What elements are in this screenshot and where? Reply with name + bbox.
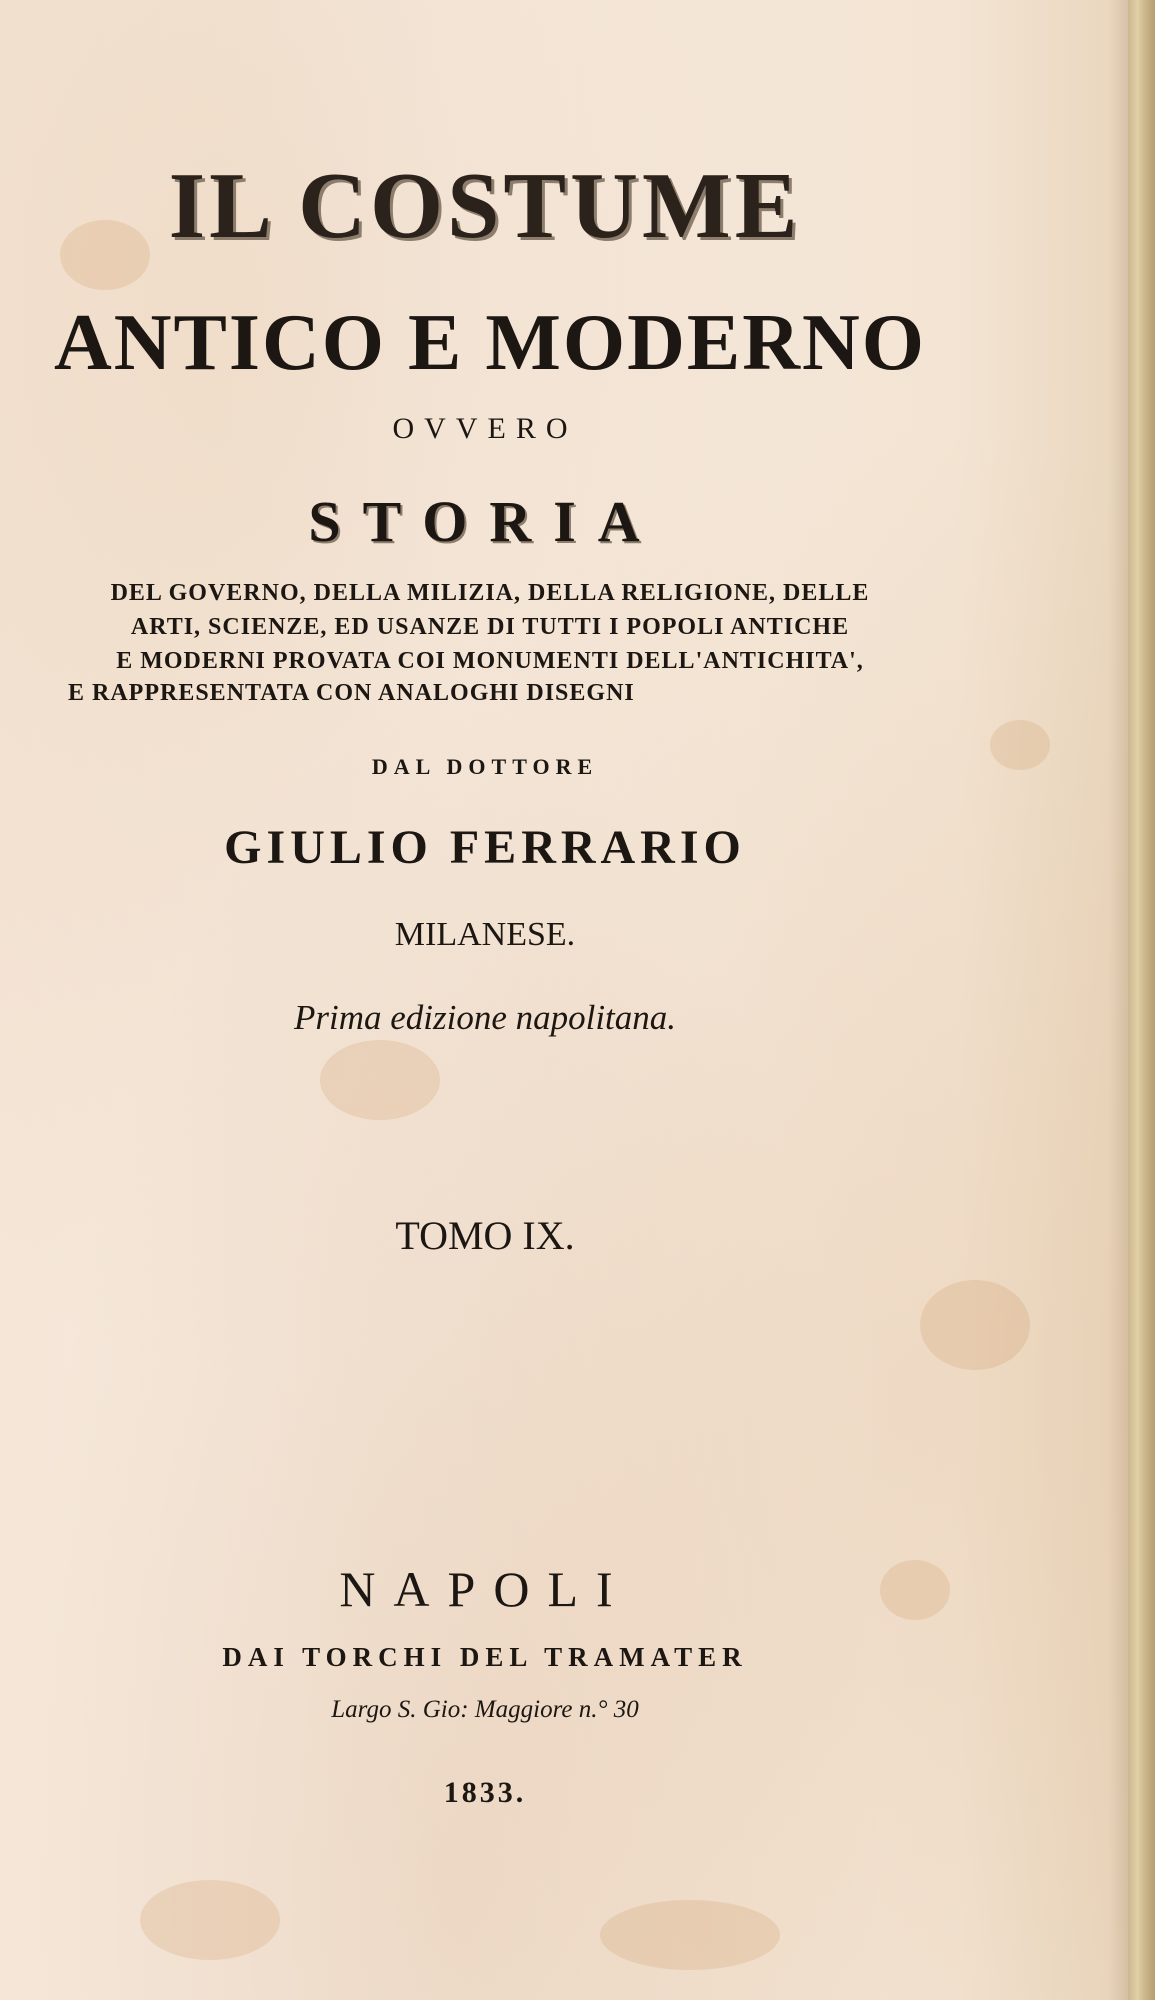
book-spine [1128,0,1155,2000]
volume-number: TOMO IX. [395,1213,575,1258]
edition-note: Prima edizione napolitana. [293,998,677,1037]
description-line: DEL GOVERNO, DELLA MILIZIA, DELLA RELIGIONE, DELLE [110,580,870,606]
description-line: ARTI, SCIENZE, ED USANZE DI TUTTI I POPOLI ANTICHE [130,614,850,640]
author-origin: MILANESE. [394,916,576,953]
foxing-stain [320,1040,440,1120]
foxing-stain [600,1900,780,1970]
imprint-address: Largo S. Gio: Maggiore n.° 30 [331,1696,639,1723]
title-line-1: IL COSTUME [168,154,802,258]
foxing-stain [140,1880,280,1960]
description-line: E MODERNI PROVATA COI MONUMENTI DELL'ANTICHITA', [116,648,864,674]
by-line: DAL DOTTORE [371,754,599,779]
description-line: E RAPPRESENTATA CON ANALOGHI DISEGNI [68,680,635,706]
imprint-printer: DAI TORCHI DEL TRAMATER [222,1642,748,1672]
page-edge-shadow [1108,0,1130,2000]
ovvero-line: OVVERO [392,412,578,445]
imprint-year: 1833. [443,1776,527,1809]
foxing-stain [920,1280,1030,1370]
storia-heading: STORIA [308,489,662,554]
author-name: GIULIO FERRARIO [224,821,746,874]
imprint-city: NAPOLI [339,1561,631,1617]
foxing-stain [990,720,1050,770]
title-line-2: ANTICO E MODERNO [53,299,927,387]
